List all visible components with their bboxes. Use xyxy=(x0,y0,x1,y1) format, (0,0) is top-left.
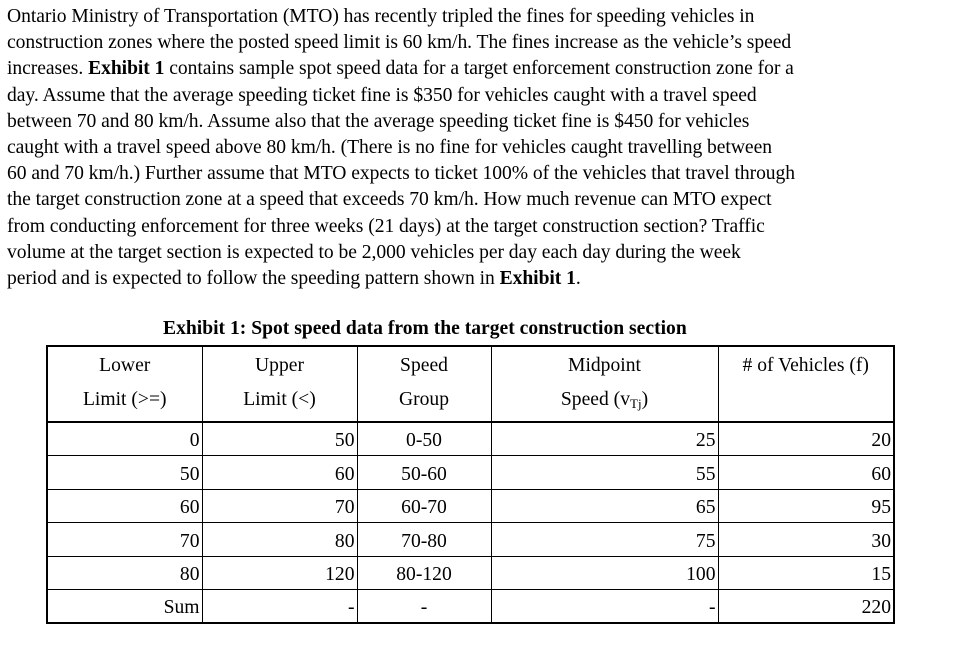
problem-line: the target construction zone at a speed that exceeds 70 km/h. How much revenue can MTO expect xyxy=(7,189,772,211)
cell-upper: 80 xyxy=(202,523,357,557)
cell-upper: 120 xyxy=(202,556,357,590)
cell-lower: 60 xyxy=(47,489,202,523)
cell-upper: 60 xyxy=(202,456,357,490)
table-row xyxy=(47,556,894,590)
header-lower-limit: Lower Limit (>=) xyxy=(47,346,202,422)
cell-group: 50-60 xyxy=(357,456,491,490)
cell-midpoint: 100 xyxy=(491,556,718,590)
cell-group: 0-50 xyxy=(357,422,491,456)
cell-lower: 50 xyxy=(47,456,202,490)
cell-vehicles: 30 xyxy=(718,523,894,557)
header-upper-limit: Upper Limit (<) xyxy=(202,346,357,422)
cell-upper: - xyxy=(202,590,357,624)
cell-vehicles: 15 xyxy=(718,556,894,590)
cell-midpoint: 75 xyxy=(491,523,718,557)
cell-lower: Sum xyxy=(47,590,202,624)
cell-group: - xyxy=(357,590,491,624)
header-speed-group: Speed Group xyxy=(357,346,491,422)
problem-line: 60 and 70 km/h.) Further assume that MTO expects to ticket 100% of the vehicles that travel through xyxy=(7,163,796,185)
problem-line: Ontario Ministry of Transportation (MTO) has recently tripled the fines for speeding vehicles in xyxy=(7,6,755,27)
cell-midpoint: 25 xyxy=(491,422,718,456)
header-vehicle-count: # of Vehicles (f) xyxy=(718,346,894,422)
spot-speed-table xyxy=(46,345,895,624)
cell-vehicles: 95 xyxy=(718,489,894,523)
cell-group: 70-80 xyxy=(357,523,491,557)
cell-midpoint: - xyxy=(491,590,718,624)
cell-vehicles: 60 xyxy=(718,456,894,490)
cell-group: 60-70 xyxy=(357,489,491,523)
problem-statement xyxy=(7,4,952,292)
table-row xyxy=(47,456,894,490)
problem-line: period and is expected to follow the speeding pattern shown in Exhibit 1. xyxy=(7,268,581,290)
header-midpoint-speed: Midpoint Speed $(v_{Tj})$ xyxy=(491,346,718,422)
exhibit-caption: Exhibit 1: Spot speed data from the target construction section xyxy=(163,318,687,339)
cell-group: 80-120 xyxy=(357,556,491,590)
cell-lower: 80 xyxy=(47,556,202,590)
table-row xyxy=(47,489,894,523)
cell-upper: 50 xyxy=(202,422,357,456)
cell-lower: 0 xyxy=(47,422,202,456)
cell-vehicles: 20 xyxy=(718,422,894,456)
table-header-row xyxy=(47,346,894,422)
table-row xyxy=(47,422,894,456)
problem-line: between 70 and 80 km/h. Assume also that the average speeding ticket fine is $450 for vehicles xyxy=(7,110,750,132)
problem-line: increases. Exhibit 1 contains sample spot speed data for a target enforcement construction zone for a xyxy=(7,58,794,80)
cell-upper: 70 xyxy=(202,489,357,523)
cell-lower: 70 xyxy=(47,523,202,557)
cell-vehicles: 220 xyxy=(718,590,894,624)
problem-line: caught with a travel speed above 80 km/h. (There is no fine for vehicles caught travelling between xyxy=(7,137,772,159)
problem-line: from conducting enforcement for three weeks (21 days) at the target construction section? Traffic xyxy=(7,215,765,237)
cell-midpoint: 55 xyxy=(491,456,718,490)
problem-line: construction zones where the posted speed limit is 60 km/h. The fines increase as the vehicle’s speed xyxy=(7,32,792,54)
cell-midpoint: 65 xyxy=(491,489,718,523)
table-row xyxy=(47,590,894,624)
table-row xyxy=(47,523,894,557)
problem-line: day. Assume that the average speeding ticket fine is $350 for vehicles caught with a travel speed xyxy=(7,84,757,106)
problem-line: volume at the target section is expected to be 2,000 vehicles per day each day during the week xyxy=(7,241,741,263)
